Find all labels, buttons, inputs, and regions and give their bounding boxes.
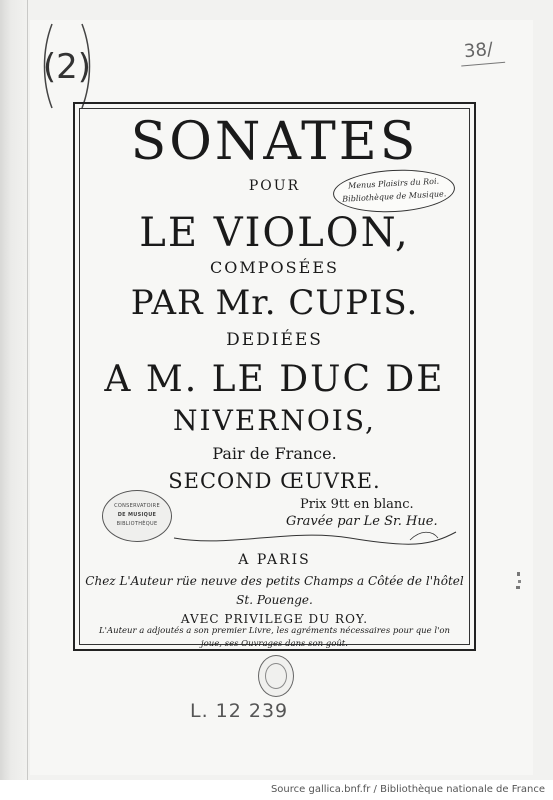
binding-edge (0, 0, 28, 780)
library-seal-inner (265, 663, 287, 689)
call-number: L. 12 239 (190, 700, 289, 722)
title-dedicatee: A M. LE DUC DE (104, 359, 445, 400)
stamp-line-2: DE MUSIQUE (117, 512, 157, 518)
imprint-address-2: St. Pouenge. (236, 593, 313, 607)
paper-specks (515, 570, 523, 592)
pencil-bracket-mark (38, 20, 96, 112)
library-label-line-1: Menus Plaisirs du Roi. (347, 176, 440, 191)
conservatoire-stamp (102, 490, 172, 542)
library-label-line-2: Bibliothèque de Musique. (342, 189, 447, 204)
title-opus: SECOND ŒUVRE. (168, 469, 381, 493)
imprint-address: Chez L'Auteur rüe neuve des petits Champs a Côtée de l'hôtel (85, 574, 464, 588)
imprint-city: A PARIS (238, 552, 311, 568)
author-note-line-2: joue, ses Ouvrages dans son goût. (201, 639, 348, 649)
engraved-flourish (170, 526, 460, 548)
privilege-text: AVEC PRIVILEGE DU ROY. (180, 612, 369, 626)
library-seal-stamp (258, 655, 294, 697)
title-pair-de-france: Pair de France. (212, 444, 337, 463)
pencil-number-top-left: (2) (42, 47, 92, 87)
title-nivernois: NIVERNOIS, (173, 404, 376, 437)
price-text: Prix 9tt en blanc. (300, 497, 414, 512)
title-composees: COMPOSÉES (210, 258, 339, 277)
engraver-text: Gravée par Le Sr. Hue. (286, 514, 438, 529)
stamp-line-3: BIBLIOTHÈQUE (116, 521, 158, 527)
author-note-line-1: L'Auteur a adjoutés a son premier Livre, les agréments nécessaires pour que l'on (98, 626, 450, 636)
title-composer: PAR Mr. CUPIS. (130, 283, 419, 323)
title-dediees: DEDIÉES (226, 330, 323, 350)
stamp-line-1: CONSERVATOIRE (114, 503, 160, 509)
title-sonates: SONATES (130, 112, 419, 172)
title-le-violon: LE VIOLON, (139, 210, 410, 256)
source-footer: Source gallica.bnf.fr / Bibliothèque nationale de France (0, 780, 553, 800)
title-pour: POUR (248, 178, 301, 194)
pencil-number-top-right: 38/ (463, 38, 494, 63)
binding-line (27, 0, 28, 780)
